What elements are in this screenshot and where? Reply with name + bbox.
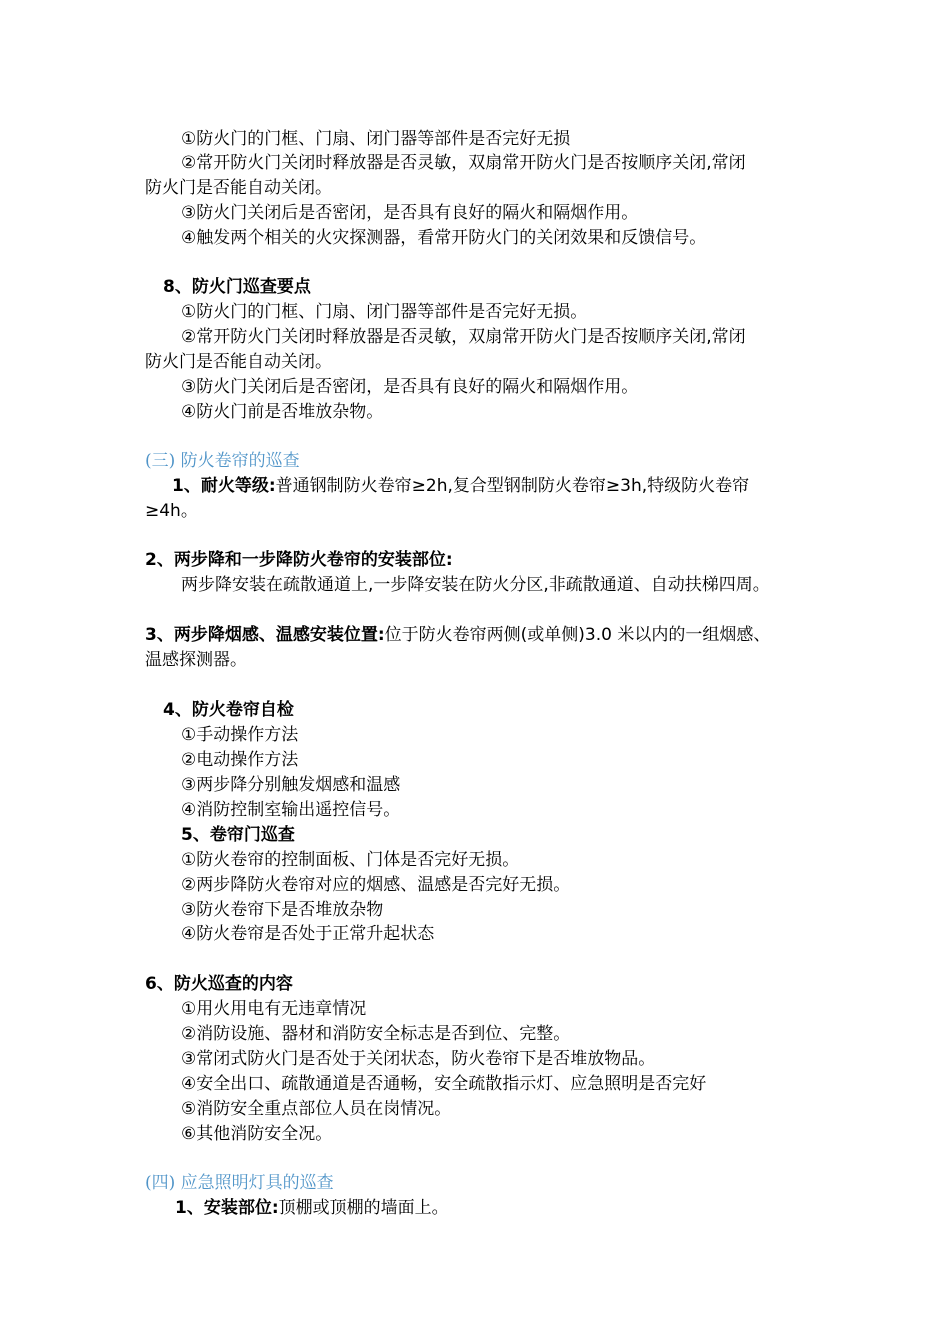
paragraph-line: ①防火门的门框、门扇、闭门器等部件是否完好无损 [181, 129, 571, 149]
paragraph-line: ②常开防火门关闭时释放器是否灵敏，双扇常开防火门是否按顺序关闭,常闭 [181, 153, 746, 173]
item-label: 2、两步降和一步降防火卷帘的安装部位: [145, 550, 453, 570]
paragraph-line: ①防火门的门框、门扇、闭门器等部件是否完好无损。 [181, 302, 588, 322]
list-item: ①用火用电有无违章情况 [181, 999, 367, 1019]
section-title: 8、防火门巡查要点 [163, 277, 311, 297]
paragraph-line: ③防火门关闭后是否密闭，是否具有良好的隔火和隔烟作用。 [181, 377, 639, 397]
list-item: ③常闭式防火门是否处于关闭状态，防火卷帘下是否堆放物品。 [181, 1049, 656, 1069]
list-item: ⑥其他消防安全况。 [181, 1124, 333, 1144]
list-item: ③防火卷帘下是否堆放杂物 [181, 900, 384, 920]
list-item: ④消防控制室输出遥控信号。 [181, 800, 401, 820]
paragraph-line: 温感探测器。 [145, 650, 247, 670]
list-item: ②电动操作方法 [181, 750, 299, 770]
list-item: ⑤消防安全重点部位人员在岗情况。 [181, 1099, 452, 1119]
part-heading: (三) 防火卷帘的巡查 [145, 451, 300, 471]
item-line [145, 623, 770, 647]
item-label: 1、安装部位: [175, 1198, 279, 1218]
item-label: 3、两步降烟感、温感安装位置: [145, 625, 385, 645]
list-item: ②消防设施、器材和消防安全标志是否到位、完整。 [181, 1024, 571, 1044]
list-item: ④安全出口、疏散通道是否通畅，安全疏散指示灯、应急照明是否完好 [181, 1074, 707, 1094]
paragraph-line: 防火门是否能自动关闭。 [145, 352, 332, 372]
item-line [175, 1196, 449, 1220]
paragraph-line: ②常开防火门关闭时释放器是否灵敏，双扇常开防火门是否按顺序关闭,常闭 [181, 327, 746, 347]
item-text: 顶棚或顶棚的墙面上。 [278, 1198, 449, 1218]
list-item: ①手动操作方法 [181, 725, 299, 745]
item-label: 1、耐火等级: [172, 476, 276, 496]
item-text: 位于防火卷帘两侧(或单侧)3.0 米以内的一组烟感、 [384, 625, 771, 645]
part-heading: (四) 应急照明灯具的巡查 [145, 1173, 334, 1193]
paragraph-line: 防火门是否能自动关闭。 [145, 178, 332, 198]
item-line [172, 474, 749, 498]
section-title: 5、卷帘门巡查 [181, 825, 295, 845]
list-item: ③两步降分别触发烟感和温感 [181, 775, 401, 795]
paragraph-line: ④触发两个相关的火灾探测器，看常开防火门的关闭效果和反馈信号。 [181, 228, 707, 248]
paragraph-line: ③防火门关闭后是否密闭，是否具有良好的隔火和隔烟作用。 [181, 203, 639, 223]
list-item: ④防火卷帘是否处于正常升起状态 [181, 924, 435, 944]
list-item: ②两步降防火卷帘对应的烟感、温感是否完好无损。 [181, 875, 571, 895]
list-item: ①防火卷帘的控制面板、门体是否完好无损。 [181, 850, 520, 870]
paragraph-line: ④防火门前是否堆放杂物。 [181, 402, 384, 422]
paragraph-line: 两步降安装在疏散通道上,一步降安装在防火分区,非疏散通道、自动扶梯四周。 [181, 575, 770, 595]
section-title: 4、防火卷帘自检 [163, 700, 294, 720]
section-title: 6、防火巡查的内容 [145, 974, 293, 994]
paragraph-line: ≥4h。 [145, 501, 198, 521]
item-text: 普通钢制防火卷帘≥2h,复合型钢制防火卷帘≥3h,特级防火卷帘 [275, 476, 750, 496]
